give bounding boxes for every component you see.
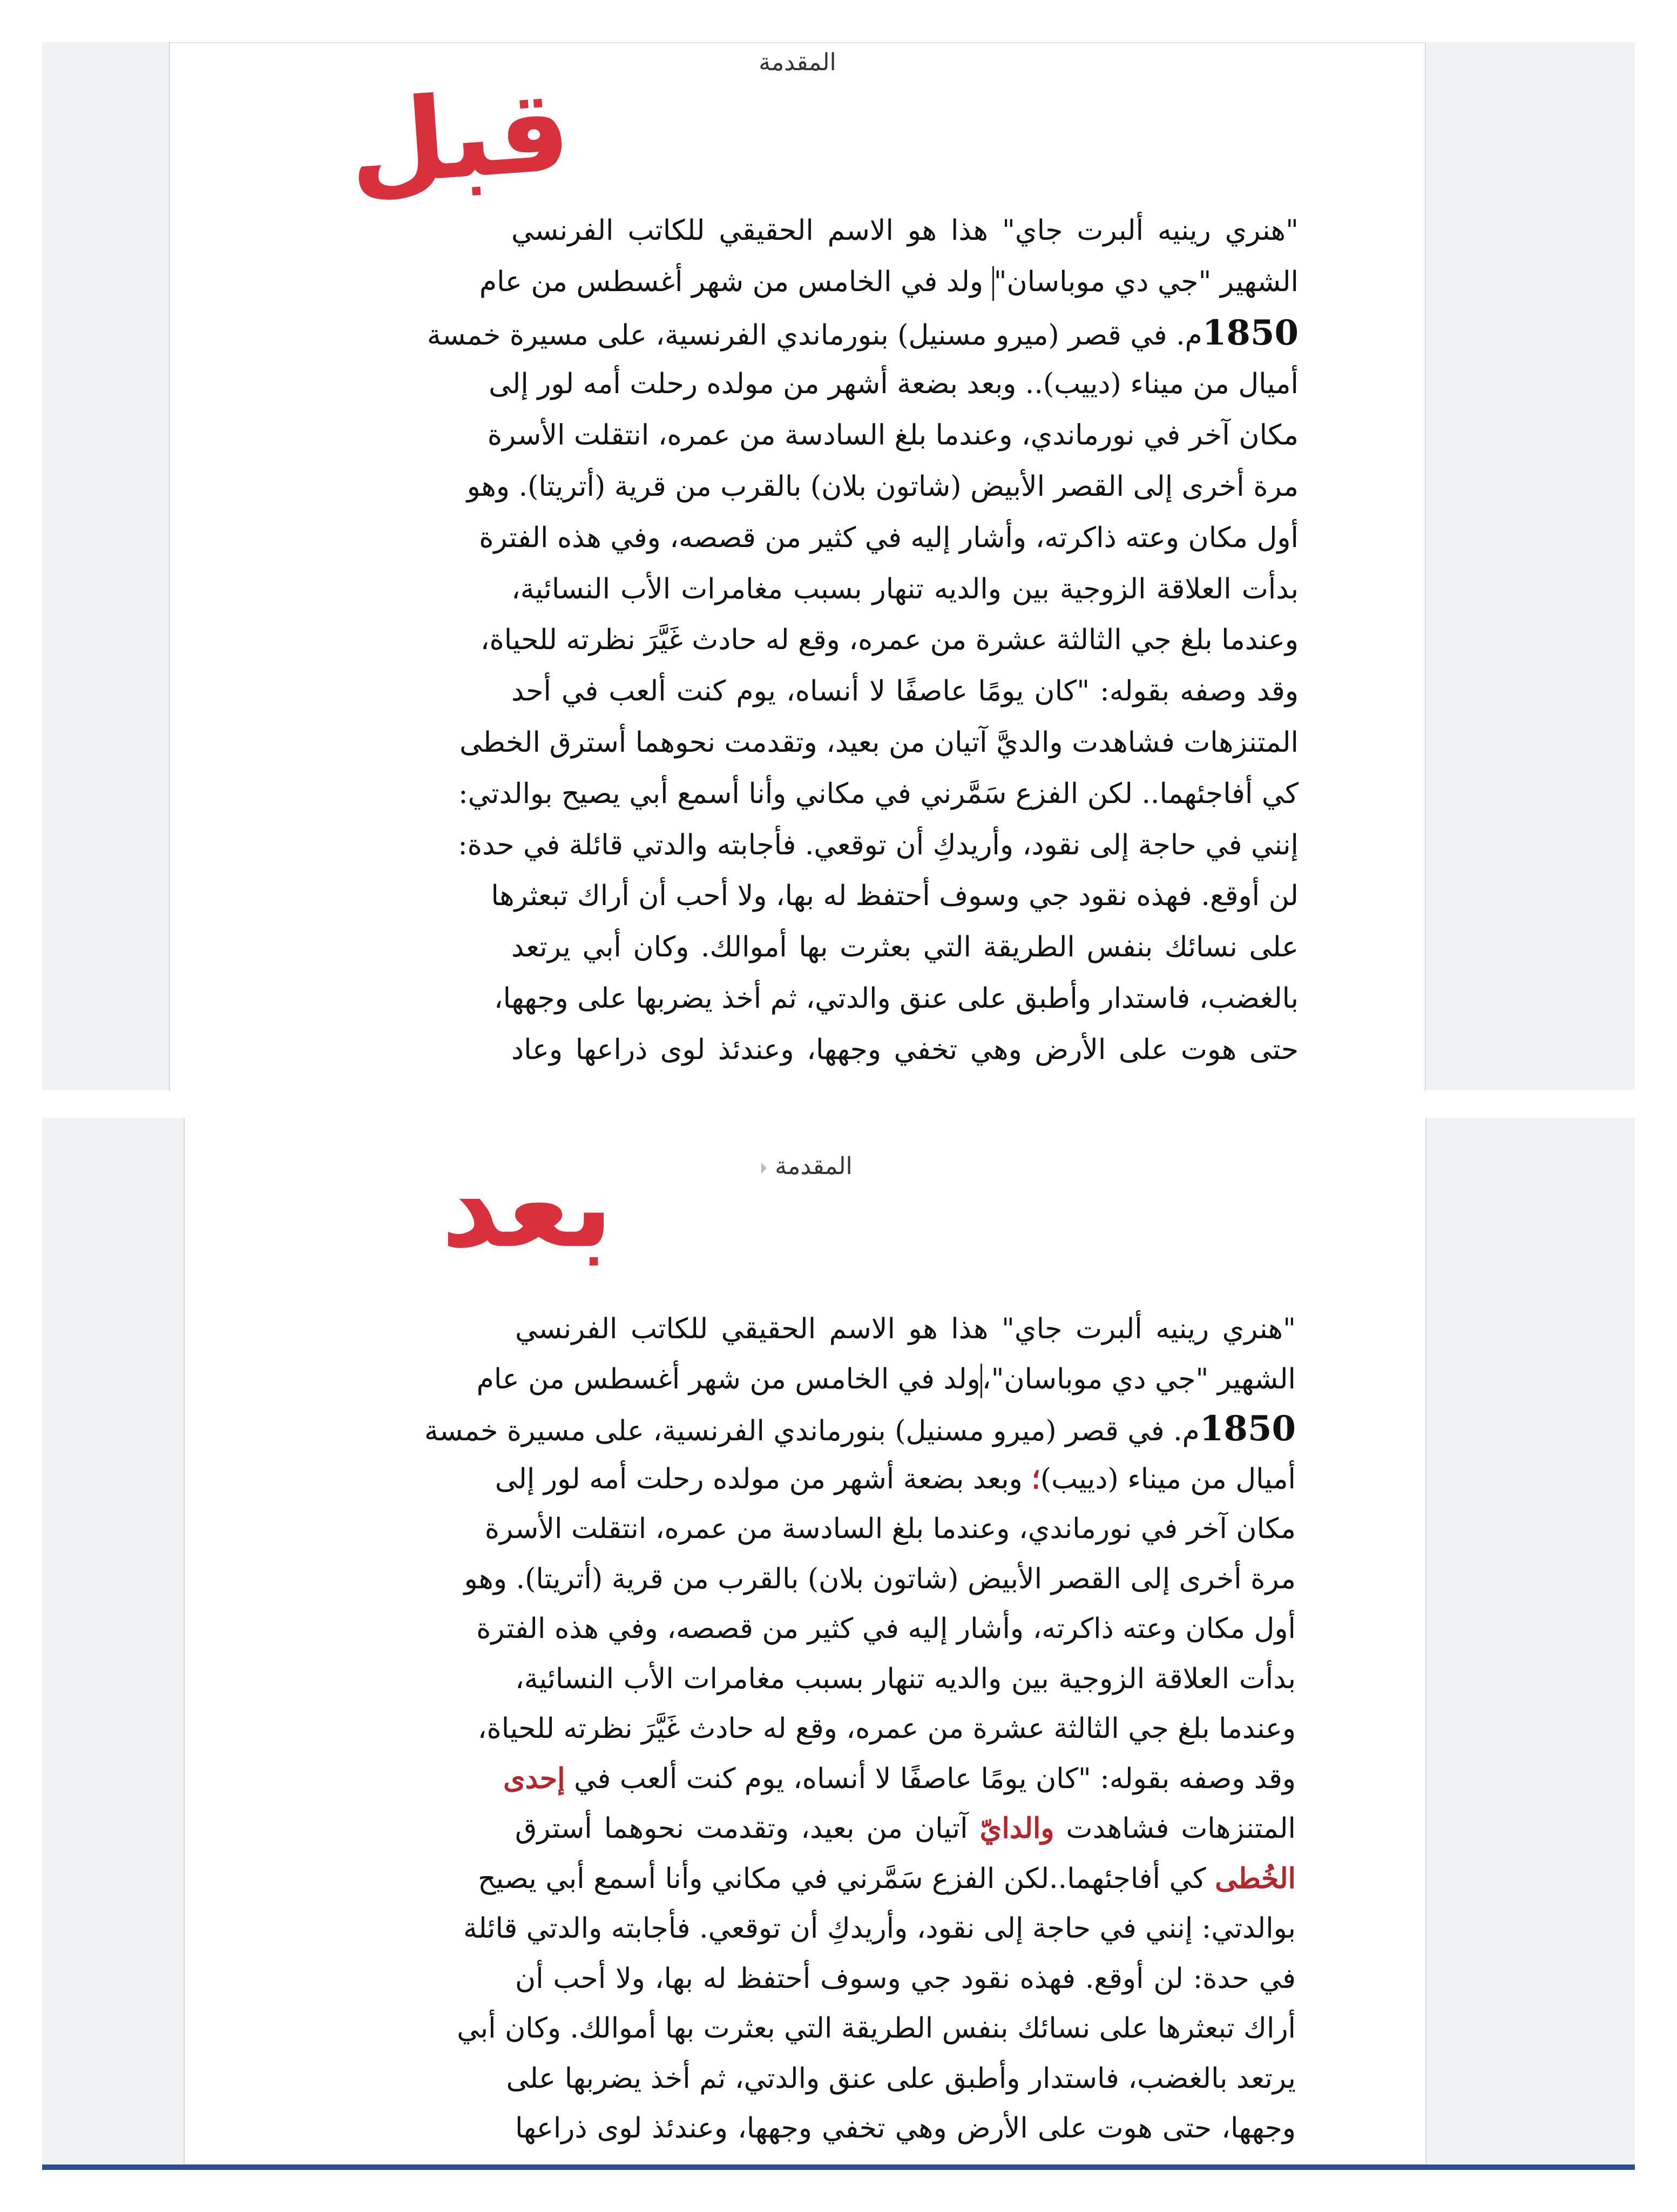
text-segment: في حدة: لن أوقع. فهذه نقود جي وسوف أحتفظ له بها، ولا أحب أن bbox=[515, 1962, 1296, 1995]
text-line bbox=[476, 1604, 1296, 1654]
text-segment: لن أوقع. فهذه نقود جي وسوف أحتفظ له بها، ولا أحب أن أراك تبعثرها bbox=[491, 880, 1299, 913]
text-segment: المتنزهات فشاهدت والديَّ آتيان من بعيد، وتقدمت نحوهما أسترق الخطى bbox=[459, 726, 1299, 759]
after-stamp: بعد bbox=[441, 1141, 613, 1273]
body-text-after bbox=[424, 1304, 1296, 2154]
text-line bbox=[479, 257, 1299, 308]
text-line bbox=[511, 1024, 1299, 1076]
text-segment: أول مكان وعته ذاكرته، وأشار إليه في كثير من قصصه، وفي هذه الفترة bbox=[476, 1613, 1296, 1645]
before-stamp: قبل bbox=[343, 63, 574, 212]
text-segment: أراك تبعثرها على نسائك بنفس الطريقة التي بعثرت بها أموالك. وكان أبي bbox=[457, 2012, 1296, 2045]
text-segment: بوالدتي: إنني في حاجة إلى نقود، وأريدكِ أن توقعي. فأجابته والدتي قائلة bbox=[463, 1912, 1296, 1945]
text-segment: الشهير "جي دي موباسان"، bbox=[982, 1363, 1296, 1395]
text-segment: المتنزهات فشاهدت bbox=[1054, 1812, 1296, 1845]
text-segment: كي أفاجئهما.. لكن الفزع سَمَّرني في مكاني وأنا أسمع أبي يصيح بوالدتي: bbox=[458, 777, 1299, 810]
text-segment: "هنري رينيه ألبرت جاي" هذا هو الاسم الحقيقي للكاتب الفرنسي bbox=[515, 1313, 1296, 1345]
text-line bbox=[476, 1354, 1296, 1405]
text-line bbox=[515, 1654, 1296, 1704]
text-segment: على نسائك بنفس الطريقة التي بعثرت بها أموالك. وكان أبي يرتعد bbox=[511, 931, 1299, 964]
text-line bbox=[495, 1454, 1296, 1505]
text-segment: م. في قصر (ميرو مسنيل) بنورماندي الفرنسية، على مسيرة خمسة bbox=[427, 319, 1202, 352]
text-line bbox=[479, 512, 1299, 564]
text-line bbox=[466, 461, 1299, 512]
edited-word: والدايّ bbox=[979, 1812, 1054, 1845]
text-segment: مكان آخر في نورماندي، وعندما بلغ السادسة من عمره، انتقلت الأسرة bbox=[487, 419, 1299, 452]
text-segment: وجهها، حتى هوت على الأرض وهي تخفي وجهها، وعندئذ لوى ذراعها bbox=[515, 2112, 1296, 2144]
text-line bbox=[511, 205, 1299, 257]
text-segment: أميال من ميناء (دييب) bbox=[1040, 1462, 1296, 1495]
text-segment: ولد في الخامس من شهر أغسطس من عام bbox=[479, 265, 992, 298]
text-line bbox=[511, 922, 1299, 973]
edited-word: إحدى bbox=[503, 1762, 565, 1795]
text-segment: يرتعد بالغضب، فاستدار وأطبق على عنق والدتي، ثم أخذ يضربها على bbox=[506, 2062, 1296, 2095]
text-line bbox=[464, 1554, 1296, 1604]
text-segment: وقد وصفه بقوله: "كان يومًا عاصفًا لا أنساه، يوم كنت ألعب في bbox=[565, 1762, 1296, 1795]
text-segment: "هنري رينيه ألبرت جاي" هذا هو الاسم الحقيقي للكاتب الفرنسي bbox=[511, 214, 1299, 247]
text-line bbox=[480, 615, 1299, 666]
text-line bbox=[458, 768, 1299, 820]
text-segment: وعندما بلغ جي الثالثة عشرة من عمره، وقع له حادث غَيَّرَ نظرته للحياة، bbox=[480, 624, 1299, 657]
text-line bbox=[515, 1954, 1296, 2004]
before-panel bbox=[42, 42, 1635, 1090]
running-header bbox=[185, 1152, 1425, 1180]
text-segment: أميال من ميناء (دييب).. وبعد بضعة أشهر من مولده رحلت أمه لور إلى bbox=[489, 368, 1299, 401]
text-line bbox=[424, 1404, 1296, 1454]
text-line bbox=[489, 359, 1299, 410]
text-line bbox=[515, 2103, 1296, 2154]
text-line bbox=[458, 820, 1299, 871]
header-text: المقدمة bbox=[775, 1152, 853, 1180]
text-segment: بدأت العلاقة الزوجية بين والديه تنهار بسبب مغامرات الأب النسائية، bbox=[515, 1662, 1296, 1695]
text-line bbox=[484, 1504, 1296, 1554]
text-segment: مرة أخرى إلى القصر الأبيض (شاتون بلان) بالقرب من قرية (أتريتا). وهو bbox=[464, 1562, 1296, 1595]
text-line bbox=[457, 2004, 1296, 2054]
text-segment: مكان آخر في نورماندي، وعندما بلغ السادسة من عمره، انتقلت الأسرة bbox=[484, 1513, 1296, 1545]
text-line bbox=[506, 2054, 1296, 2104]
document-page-before bbox=[169, 42, 1426, 1091]
text-line bbox=[427, 308, 1299, 359]
body-text-before bbox=[427, 205, 1299, 1076]
bottom-rule bbox=[42, 2164, 1635, 2170]
document-page-after bbox=[184, 1118, 1426, 2170]
running-header: المقدمة bbox=[759, 49, 836, 76]
text-segment: آتيان من بعيد، وتقدمت نحوهما أسترق bbox=[515, 1812, 980, 1845]
text-segment: م. في قصر (ميرو مسنيل) بنورماندي الفرنسية، على مسيرة خمسة bbox=[424, 1415, 1200, 1447]
edited-word: ؛ bbox=[1031, 1462, 1040, 1495]
text-line bbox=[493, 973, 1299, 1024]
text-line bbox=[478, 1854, 1296, 1904]
text-segment: وقد وصفه بقوله: "كان يومًا عاصفًا لا أنساه، يوم كنت ألعب في أحد bbox=[511, 675, 1299, 708]
text-segment: بدأت العلاقة الزوجية بين والديه تنهار بسبب مغامرات الأب النسائية، bbox=[511, 572, 1299, 605]
text-segment: مرة أخرى إلى القصر الأبيض (شاتون بلان) بالقرب من قرية (أتريتا). وهو bbox=[466, 470, 1299, 503]
header-marker-icon bbox=[756, 1163, 767, 1174]
text-line bbox=[491, 871, 1299, 922]
after-panel bbox=[42, 1118, 1635, 2170]
year-number: 1850 bbox=[1199, 1408, 1296, 1449]
text-line bbox=[459, 717, 1299, 768]
text-segment: الشهير "جي دي موباسان" bbox=[993, 265, 1299, 298]
text-line bbox=[515, 1304, 1296, 1354]
text-segment: إنني في حاجة إلى نقود، وأريدكِ أن توقعي. فأجابته والدتي قائلة في حدة: bbox=[458, 828, 1299, 861]
text-segment: وبعد بضعة أشهر من مولده رحلت أمه لور إلى bbox=[495, 1462, 1032, 1495]
text-line bbox=[503, 1754, 1296, 1804]
text-line bbox=[477, 1704, 1296, 1754]
year-number: 1850 bbox=[1202, 312, 1299, 353]
text-segment: ولد في الخامس من شهر أغسطس من عام bbox=[476, 1363, 980, 1395]
text-segment: كي أفاجئهما..لكن الفزع سَمَّرني في مكاني وأنا أسمع أبي يصيح bbox=[478, 1862, 1215, 1895]
text-line bbox=[511, 666, 1299, 717]
text-segment: بالغضب، فاستدار وأطبق على عنق والدتي، ثم أخذ يضربها على وجهها، bbox=[493, 982, 1299, 1015]
edited-word: الخُطى bbox=[1215, 1862, 1296, 1895]
text-line bbox=[515, 1804, 1296, 1854]
text-segment: وعندما بلغ جي الثالثة عشرة من عمره، وقع له حادث غَيَّرَ نظرته للحياة، bbox=[477, 1712, 1296, 1745]
text-segment: حتى هوت على الأرض وهي تخفي وجهها، وعندئذ لوى ذراعها وعاد bbox=[511, 1033, 1299, 1066]
text-segment: أول مكان وعته ذاكرته، وأشار إليه في كثير من قصصه، وفي هذه الفترة bbox=[479, 521, 1299, 554]
text-line bbox=[511, 564, 1299, 615]
text-line bbox=[487, 410, 1299, 461]
text-line bbox=[463, 1904, 1296, 1954]
